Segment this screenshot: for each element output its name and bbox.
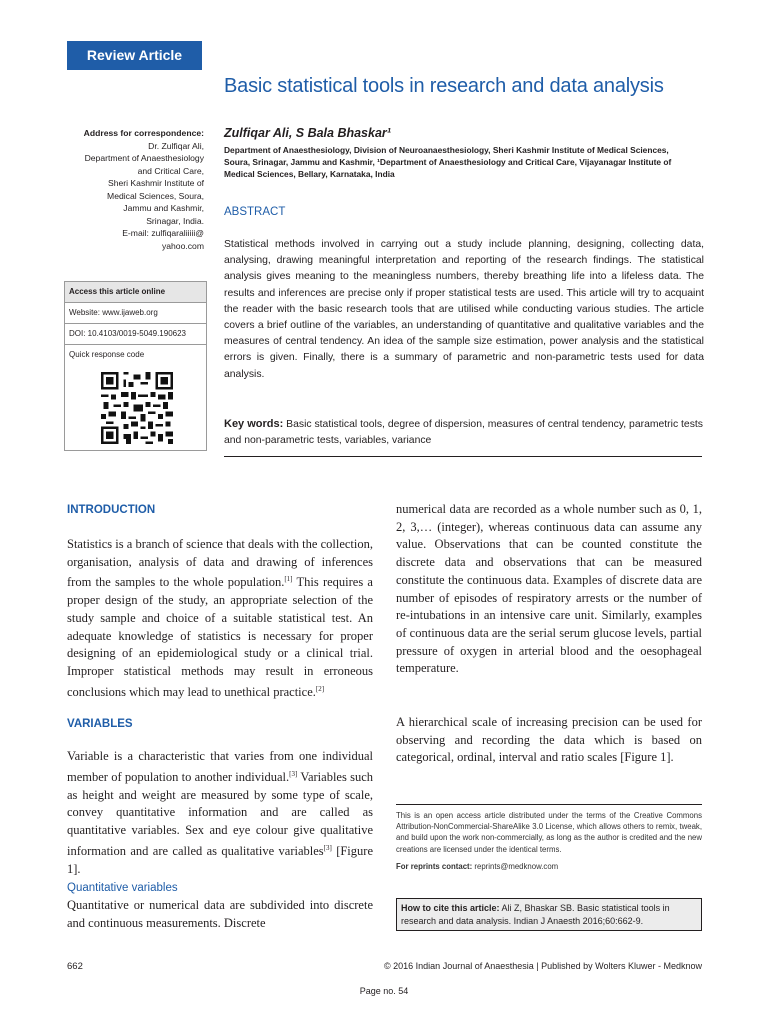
page-no-label: Page no. 54 bbox=[359, 986, 409, 996]
address-email-domain[interactable]: yahoo.com bbox=[161, 240, 204, 251]
correspondence-label: Address for correspondence: bbox=[83, 128, 204, 138]
article-type-badge: Review Article bbox=[67, 41, 202, 70]
quantitative-text: Quantitative or numerical data are subdivided into discrete and continuous measurements. Discrete bbox=[67, 898, 373, 930]
abstract-heading: ABSTRACT bbox=[224, 206, 286, 218]
address-line: Jammu and Kashmir, bbox=[123, 203, 204, 213]
address-email[interactable]: E-mail: zulfiqaraliiiii@ bbox=[122, 228, 204, 238]
article-title: Basic statistical tools in research and data analysis bbox=[224, 75, 664, 97]
right-column-paragraph-2: A hierarchical scale of increasing precision can be used for observing and recording the data which is based on categorical, ordinal, interval and ratio scales [Figure 1]. bbox=[396, 715, 702, 765]
keywords-label: Key words: bbox=[224, 418, 284, 430]
introduction-text bbox=[67, 536, 373, 702]
intro-text-part: Statistics is a branch of science that deals with the collection, organisation, analysis of data and drawing of inferences from the samples to the whole population. bbox=[67, 537, 373, 590]
correspondence-address bbox=[62, 127, 204, 252]
how-to-cite-box bbox=[396, 898, 702, 931]
abstract-text: Statistical methods involved in carrying out a study include planning, designing, collecting data, analysing, drawing meaningful interpretation and reporting of the research findings. The statistical analysis gives meaning to the meaningless numbers, thereby breathing life into a lifeless data. The results and inferences are precise only if proper statistical tests are used. This article will try to acquaint the reader with the basic research tools that are utilised while conducting various studies. The article covers a brief outline of the variables, an understanding of quantitative and qualitative variables and the measures of central tendency. An idea of the sample size estimation, power analysis and the statistical errors is given. Finally, there is a summary of parametric and non-parametric tests used for data analysis. bbox=[224, 239, 704, 380]
variables-heading: VARIABLES bbox=[67, 718, 133, 730]
page-number: 662 bbox=[67, 961, 83, 972]
address-line: Srinagar, India. bbox=[146, 215, 204, 226]
variables-text bbox=[67, 748, 373, 878]
intro-text-part: This requires a proper design of the study, an appropriate selection of the study sample and choice of a suitable statistical test. An adequate knowledge of statistics is necessary for proper designing of an epidemiological study or a clinical trial. Improper statistical methods may result in erroneous conclusions which may lead to unethical practice. bbox=[67, 575, 373, 699]
license-text: This is an open access article distributed under the terms of the Creative Commons Attribution-NonCommercial-ShareAlike 3.0 License, which allows others to remix, tweak, and build upon the work non-commercially, as long as the author is credited and the new creations are licensed under the identical terms. bbox=[396, 811, 702, 854]
citation-ref[interactable]: [3] bbox=[323, 843, 332, 852]
website-link[interactable]: Website: www.ijaweb.org bbox=[65, 303, 206, 324]
cite-text: Ali Z, Bhaskar SB. Basic statistical tools in research and data analysis. Indian J Anaesth 2016;60:662-9. bbox=[401, 903, 670, 926]
address-line: Medical Sciences, Soura, bbox=[107, 190, 204, 201]
address-line: Department of Anaesthesiology bbox=[84, 153, 204, 163]
author-affiliation: Department of Anaesthesiology, Division of Neuroanaesthesiology, Sheri Kashmir Institute of Medical Sciences, Soura, Srinagar, Jammu and Kashmir, ¹Department of Anaesthesiology and Critical Care, Vijayanagar Institute of Medical Sciences, Bellary, Karnataka, India bbox=[224, 145, 672, 180]
reprints-contact bbox=[396, 862, 558, 871]
figure-ref[interactable]: [Figure 1]. bbox=[67, 843, 373, 876]
quantitative-heading: Quantitative variables bbox=[67, 882, 178, 894]
keywords-text: Basic statistical tools, degree of dispersion, measures of central tendency, parametric tests and non-parametric tests, variables, variance bbox=[224, 419, 703, 446]
license-divider bbox=[396, 804, 702, 805]
access-heading: Access this article online bbox=[65, 282, 206, 303]
introduction-heading: INTRODUCTION bbox=[67, 504, 156, 516]
keywords bbox=[224, 417, 704, 448]
copyright-line: © 2016 Indian Journal of Anaesthesia | Published by Wolters Kluwer - Medknow bbox=[384, 961, 702, 971]
reprints-email[interactable]: reprints@medknow.com bbox=[472, 862, 559, 871]
citation-ref[interactable]: [3] bbox=[289, 769, 298, 778]
cite-label: How to cite this article: bbox=[401, 903, 500, 913]
address-line: and Critical Care, bbox=[137, 165, 204, 176]
citation-ref[interactable]: [1] bbox=[284, 575, 293, 584]
keywords-divider bbox=[224, 456, 702, 457]
variables-text-part: Variables such as height and weight are measured by some type of scale, convey quantitative information and are called as quantitative variables. Sex and eye colour give qualitative information and are called as qualitative variables bbox=[67, 769, 373, 858]
access-online-box bbox=[64, 281, 207, 451]
address-line: Sheri Kashmir Institute of bbox=[107, 178, 204, 188]
citation-ref[interactable]: [2] bbox=[315, 684, 325, 693]
author-names: Zulfiqar Ali, S Bala Bhaskar¹ bbox=[224, 126, 391, 140]
doi-link[interactable]: DOI: 10.4103/0019-5049.190623 bbox=[65, 324, 206, 345]
qr-code-icon[interactable] bbox=[101, 372, 173, 444]
address-line: Dr. Zulfiqar Ali, bbox=[148, 140, 204, 151]
qr-label: Quick response code bbox=[69, 350, 145, 359]
right-column-paragraph-1: numerical data are recorded as a whole number such as 0, 1, 2, 3,… (integer), whereas continuous data can assume any value. Observations that can be counted constitute the discrete data and observations that can be measured constitute the continuous data. Examples of discrete data are number of episodes of respiratory arrests or the number of re-intubations in an intensive care unit. Similarly, examples of continuous data are the serial serum glucose levels, partial pressure of oxygen in arterial blood and the oesophageal temperature. bbox=[396, 502, 702, 676]
variables-text-part: Variable is a characteristic that varies from one individual member of population to another individual. bbox=[67, 749, 373, 784]
reprints-label: For reprints contact: bbox=[396, 862, 473, 871]
